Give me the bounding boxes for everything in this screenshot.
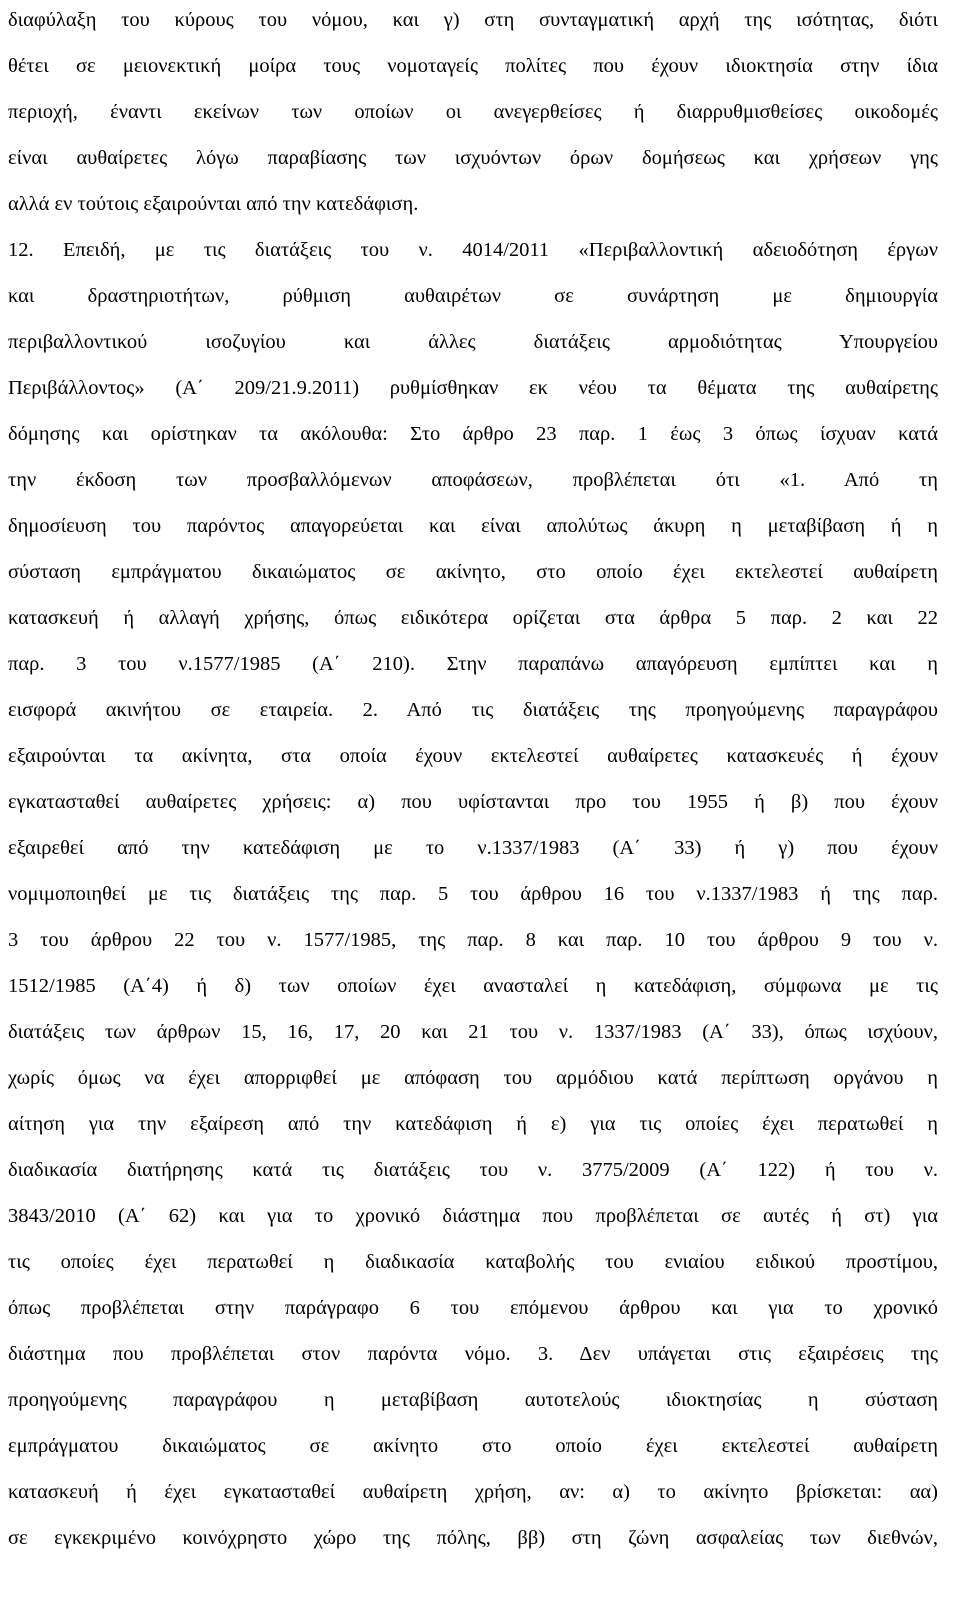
text-line-27: 3843/2010 (Α΄ 62) και για το χρονικό διάστημα που προβλέπεται σε αυτές ή στ) για bbox=[8, 1205, 938, 1227]
text-line-20: νομιμοποιηθεί με τις διατάξεις της παρ. 5 του άρθρου 16 του ν.1337/1983 ή της παρ. bbox=[8, 883, 938, 905]
text-line-13: σύσταση εμπράγματου δικαιώματος σε ακίνητο, στο οποίο έχει εκτελεστεί αυθαίρετη bbox=[8, 561, 938, 583]
text-line-11: την έκδοση των προσβαλλόμενων αποφάσεων, προβλέπεται ότι «1. Από τη bbox=[8, 469, 938, 491]
text-line-32: εμπράγματου δικαιώματος σε ακίνητο στο οποίο έχει εκτελεστεί αυθαίρετη bbox=[8, 1435, 938, 1457]
text-line-19: εξαιρεθεί από την κατεδάφιση με το ν.1337/1983 (Α΄ 33) ή γ) που έχουν bbox=[8, 837, 938, 859]
text-line-16: εισφορά ακινήτου σε εταιρεία. 2. Από τις διατάξεις της προηγούμενης παραγράφου bbox=[8, 699, 938, 721]
text-line-4: είναι αυθαίρετες λόγω παραβίασης των ισχυόντων όρων δομήσεως και χρήσεων γης bbox=[8, 147, 938, 169]
text-line-29: όπως προβλέπεται στην παράγραφο 6 του επόμενου άρθρου και για το χρονικό bbox=[8, 1297, 938, 1319]
text-line-25: αίτηση για την εξαίρεση από την κατεδάφιση ή ε) για τις οποίες έχει περατωθεί η bbox=[8, 1113, 938, 1135]
text-line-9: Περιβάλλοντος» (Α΄ 209/21.9.2011) ρυθμίσθηκαν εκ νέου τα θέματα της αυθαίρετης bbox=[8, 377, 938, 399]
text-line-6: 12. Επειδή, με τις διατάξεις του ν. 4014/2011 «Περιβαλλοντική αδειοδότηση έργων bbox=[8, 239, 938, 261]
text-line-34: σε εγκεκριμένο κοινόχρηστο χώρο της πόλης, ββ) στη ζώνη ασφαλείας των διεθνών, bbox=[8, 1527, 938, 1549]
text-line-31: προηγούμενης παραγράφου η μεταβίβαση αυτοτελούς ιδιοκτησίας η σύσταση bbox=[8, 1389, 938, 1411]
text-line-28: τις οποίες έχει περατωθεί η διαδικασία καταβολής του ενιαίου ειδικού προστίμου, bbox=[8, 1251, 938, 1273]
text-line-24: χωρίς όμως να έχει απορριφθεί με απόφαση του αρμόδιου κατά περίπτωση οργάνου η bbox=[8, 1067, 938, 1089]
text-line-1: διαφύλαξη του κύρους του νόμου, και γ) στη συνταγματική αρχή της ισότητας, διότι bbox=[8, 9, 938, 31]
text-line-18: εγκατασταθεί αυθαίρετες χρήσεις: α) που υφίστανται προ του 1955 ή β) που έχουν bbox=[8, 791, 938, 813]
text-line-14: κατασκευή ή αλλαγή χρήσης, όπως ειδικότερα ορίζεται στα άρθρα 5 παρ. 2 και 22 bbox=[8, 607, 938, 629]
text-line-33: κατασκευή ή έχει εγκατασταθεί αυθαίρετη χρήση, αν: α) το ακίνητο βρίσκεται: αα) bbox=[8, 1481, 938, 1503]
text-line-17: εξαιρούνται τα ακίνητα, στα οποία έχουν εκτελεστεί αυθαίρετες κατασκευές ή έχουν bbox=[8, 745, 938, 767]
text-line-10: δόμησης και ορίστηκαν τα ακόλουθα: Στο άρθρο 23 παρ. 1 έως 3 όπως ίσχυαν κατά bbox=[8, 423, 938, 445]
text-line-21: 3 του άρθρου 22 του ν. 1577/1985, της παρ. 8 και παρ. 10 του άρθρου 9 του ν. bbox=[8, 929, 938, 951]
document-page bbox=[8, 0, 938, 1599]
text-line-5: αλλά εν τούτοις εξαιρούνται από την κατεδάφιση. bbox=[8, 193, 419, 215]
text-line-8: περιβαλλοντικού ισοζυγίου και άλλες διατάξεις αρμοδιότητας Υπουργείου bbox=[8, 331, 938, 353]
text-line-26: διαδικασία διατήρησης κατά τις διατάξεις του ν. 3775/2009 (Α΄ 122) ή του ν. bbox=[8, 1159, 938, 1181]
text-line-22: 1512/1985 (Α΄4) ή δ) των οποίων έχει ανασταλεί η κατεδάφιση, σύμφωνα με τις bbox=[8, 975, 938, 997]
text-line-3: περιοχή, έναντι εκείνων των οποίων οι ανεγερθείσες ή διαρρυθμισθείσες οικοδομές bbox=[8, 101, 938, 123]
text-line-7: και δραστηριοτήτων, ρύθμιση αυθαιρέτων σε συνάρτηση με δημιουργία bbox=[8, 285, 938, 307]
text-line-23: διατάξεις των άρθρων 15, 16, 17, 20 και 21 του ν. 1337/1983 (Α΄ 33), όπως ισχύουν, bbox=[8, 1021, 938, 1043]
text-line-2: θέτει σε μειονεκτική μοίρα τους νομοταγείς πολίτες που έχουν ιδιοκτησία στην ίδια bbox=[8, 55, 938, 77]
text-line-15: παρ. 3 του ν.1577/1985 (Α΄ 210). Στην παραπάνω απαγόρευση εμπίπτει και η bbox=[8, 653, 938, 675]
text-line-12: δημοσίευση του παρόντος απαγορεύεται και είναι απολύτως άκυρη η μεταβίβαση ή η bbox=[8, 515, 938, 537]
text-line-30: διάστημα που προβλέπεται στον παρόντα νόμο. 3. Δεν υπάγεται στις εξαιρέσεις της bbox=[8, 1343, 938, 1365]
